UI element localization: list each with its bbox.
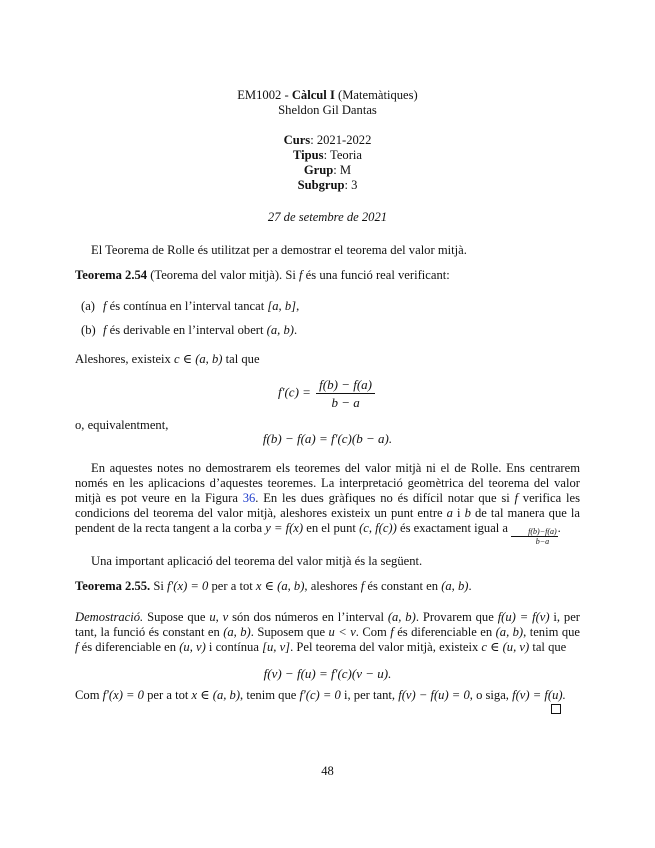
math: f(v) = f(u). [512, 688, 566, 702]
text: , tenim que [240, 688, 300, 702]
text: Si [150, 579, 168, 593]
text: i, per tant, [340, 688, 399, 702]
text: és exactament igual a [396, 521, 512, 535]
math: f′(c) = 0 [299, 688, 341, 702]
intro-paragraph: El Teorema de Rolle és utilitzat per a demostrar el teorema del valor mitjà. [91, 243, 467, 257]
math: (a, b) [495, 625, 524, 639]
text: i contínua [205, 640, 263, 654]
course-title [0, 88, 655, 103]
text: . Suposem que [250, 625, 329, 639]
math: (a, b) [223, 625, 251, 639]
proof-paragraph [75, 610, 580, 655]
grup-label: Grup [303, 163, 334, 177]
theorem-label: Teorema 2.54 [75, 268, 148, 282]
condition-a: (a) f és contínua en l’interval tancat [a, b], [81, 299, 300, 313]
tipus-line [0, 148, 655, 163]
math: u < v [328, 625, 356, 639]
text: , tenim que [523, 625, 580, 639]
math: f′(x) = 0 [102, 688, 144, 702]
item-label: (b) [81, 323, 96, 337]
math: [u, v] [262, 640, 291, 654]
mean-value-equation-alt: f(b) − f(a) = f′(c)(b − a). [262, 431, 393, 446]
text: Si [282, 268, 300, 282]
math: f [75, 640, 79, 654]
math: (u, v) [179, 640, 206, 654]
qed-square-icon [551, 704, 561, 714]
author-name: Sheldon Gil Dantas [278, 103, 377, 117]
page-number: 48 [321, 764, 334, 778]
math: f [360, 579, 365, 593]
theorem-2-55: Teorema 2.55. Si f′(x) = 0 per a tot x ∈ (a, b), aleshores f és constant en (a, b). [75, 579, 472, 593]
text: tal que [222, 352, 260, 366]
text: Aleshores, existeix [75, 352, 174, 366]
proof-label: Demostració. [75, 610, 144, 624]
curs-label: Curs [283, 133, 311, 147]
figure-link[interactable]: 36 [242, 491, 256, 505]
fraction-numerator: f(b) − f(a) [316, 377, 375, 394]
text: és contínua en l’interval tancat [106, 299, 268, 313]
document-date: 27 de setembre de 2021 [267, 210, 388, 224]
math: y = f(x) [265, 521, 304, 535]
equation-lhs: f′(c) = [278, 384, 315, 400]
mean-value-equation [0, 377, 655, 410]
fraction-numerator: f(b)−f(a) [511, 527, 558, 537]
condition-b: (b) f és derivable en l’interval obert (a, b). [81, 323, 298, 337]
tipus-value: : Teoria [323, 148, 362, 162]
fraction-denominator: b−a [535, 537, 550, 546]
small-fraction [511, 527, 558, 546]
text: , aleshores [304, 579, 361, 593]
math: f(u) = f(v) [497, 610, 550, 624]
item-label: (a) [81, 299, 95, 313]
theorem-label: Teorema 2.55. [75, 579, 151, 593]
text: en el punt [303, 521, 360, 535]
math: (a, b) [266, 323, 294, 337]
text: Supose que [143, 610, 210, 624]
equivalently-line: o, equivalentment, [75, 418, 169, 432]
math: f [299, 268, 303, 282]
text: és diferenciable en [78, 640, 180, 654]
theorem-2-54 [75, 268, 580, 283]
text: són dos números en l’interval [228, 610, 388, 624]
math: (c, f(c)) [359, 521, 397, 535]
subgrup-value: : 3 [344, 178, 358, 192]
text: . Pel teorema del valor mitjà, existeix [290, 640, 482, 654]
course-degree: (Matemàtiques) [334, 88, 418, 102]
math: f′(x) = 0 [167, 579, 209, 593]
tipus-label: Tipus [293, 148, 324, 162]
text: és constant en [364, 579, 442, 593]
math: b [464, 506, 471, 520]
text: En aquestes notes no demostrarem els teoremes del valor mitjà ni el de Rolle. Ens centrarem només en les aplicacions d’aquestes teoremes. La interpretació geomètrica del teorema del valor mitjà es pot veure en la Figura [75, 461, 580, 505]
theorem-name: (Teorema del valor mitjà). [147, 268, 283, 282]
math: (a, b) [441, 579, 469, 593]
math: f [390, 625, 394, 639]
text: . Provarem que [415, 610, 498, 624]
fraction-denominator: b − a [331, 395, 360, 410]
math: x ∈ (a, b) [255, 579, 305, 593]
math: f(v) − f(u) = 0 [398, 688, 470, 702]
math: x ∈ (a, b) [191, 688, 241, 702]
proof-conclusion [75, 688, 580, 703]
text: és derivable en l’interval obert [106, 323, 267, 337]
math: c ∈ (a, b) [173, 352, 223, 366]
course-name: Càlcul I [291, 88, 335, 102]
math: (a, b) [387, 610, 416, 624]
math: u, v [209, 610, 229, 624]
grup-value: : M [333, 163, 352, 177]
text: verifica les condicions del teorema del valor mitjà, aleshores existeix un punt entre [75, 491, 580, 520]
text: per a tot [143, 688, 192, 702]
text: . Com [355, 625, 391, 639]
math: f [514, 491, 518, 505]
math: f [103, 299, 107, 313]
text: Com [75, 688, 103, 702]
text: i, per tant, la funció és constant en [75, 610, 581, 639]
text: és diferenciable en [393, 625, 496, 639]
fraction [316, 377, 375, 410]
text: per a tot [208, 579, 256, 593]
application-paragraph: Una important aplicació del teorema del valor mitjà és la següent. [91, 554, 423, 568]
interpretation-paragraph: En aquestes notes no demostrarem els teoremes del valor mitjà ni el de Rolle. Ens centrarem només en les aplicacions d’aquestes teoremes. La interpretació geomètrica del teorema del valor mitjà es pot veure en la Figura 36. En les dues gràfiques no és difícil notar que si f verifica les condicions del teorema del valor mitjà, aleshores existeix un punt entre a i b de tal manera que la pendent de la recta tangent a la corba y = f(x) en el punt (c, f(c)) és exactament igual a $\frac{f(b)-f(a)}{b-a}$ . [75, 461, 581, 546]
math: [a, b] [267, 299, 297, 313]
text: tal que [529, 640, 567, 654]
math: f [103, 323, 107, 337]
math: c ∈ (u, v) [481, 640, 530, 654]
text: de tal manera que la pendent de la recta tangent a la corba [75, 506, 581, 535]
text: és una funció real verificant: [302, 268, 450, 282]
math: a [446, 506, 453, 520]
course-code: EM1002 - [237, 88, 292, 102]
text: , o siga, [469, 688, 509, 702]
subgrup-line [0, 178, 655, 193]
aleshores-line [75, 352, 580, 367]
subgrup-label: Subgrup [297, 178, 345, 192]
curs-line [0, 133, 655, 148]
text: . En les dues gràfiques no és difícil notar que si [255, 491, 515, 505]
curs-value: : 2021-2022 [310, 133, 372, 147]
grup-line [0, 163, 655, 178]
proof-equation: f(v) − f(u) = f′(c)(v − u). [263, 666, 392, 681]
text: i [452, 506, 465, 520]
